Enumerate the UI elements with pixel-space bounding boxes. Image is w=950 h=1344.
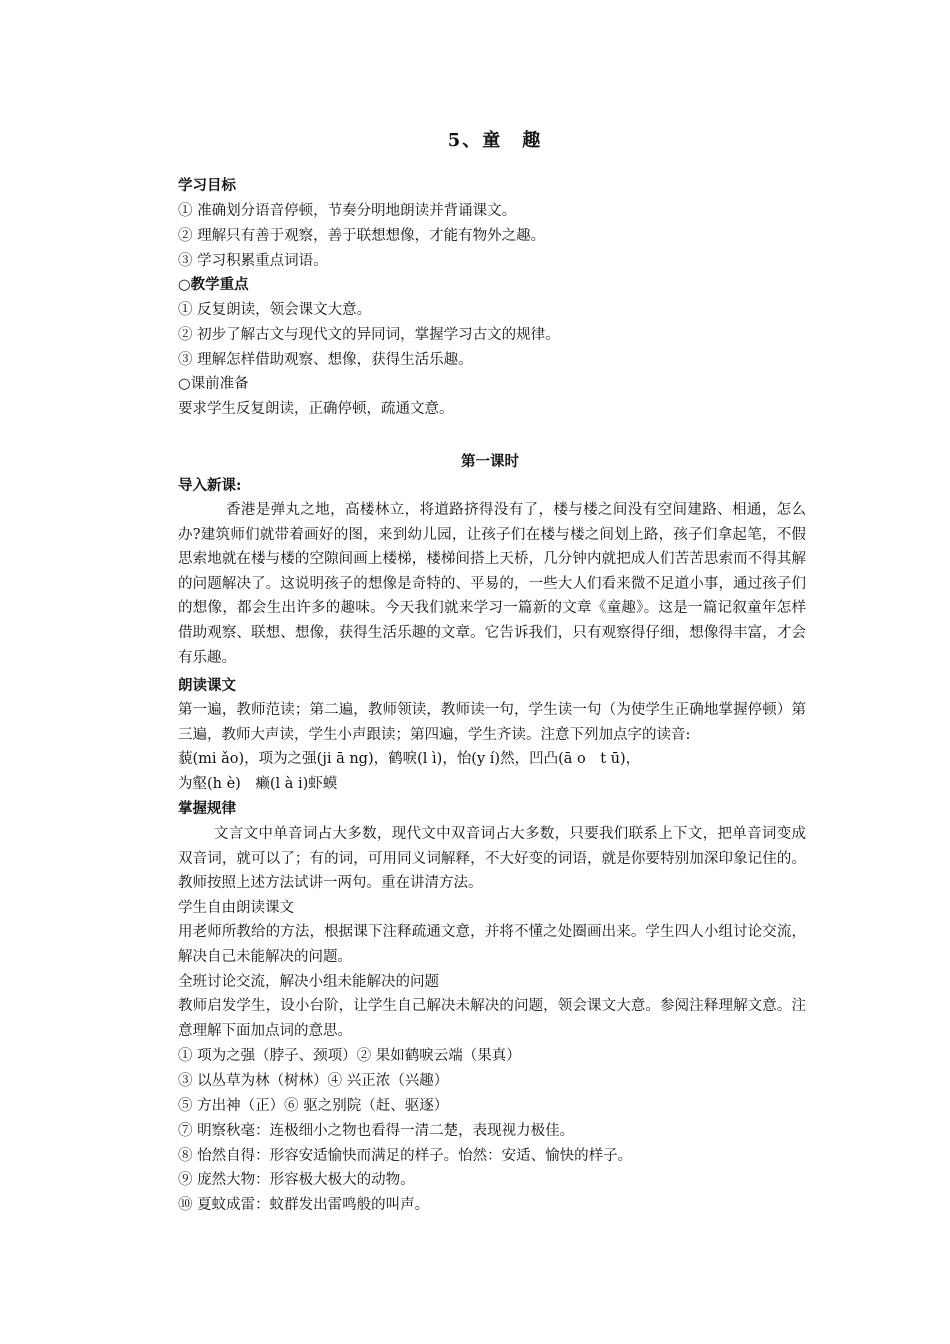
intro-paragraph: 香港是弹丸之地，高楼林立，将道路挤得没有了，楼与楼之间没有空间建路、相通，怎么办?建筑师们就带着画好的图，来到幼儿园，让孩子们在楼与楼之间划上路，孩子们拿起笔，不假思索地就在楼与楼的空隙间画上楼梯，楼梯间搭上天桥，几分钟内就把成人们苦苦思索而不得其解的问题解决了。这说明孩子的想像是奇特的、平易的，一些大人们看来微不足道小事，通过孩子们的想像，都会生出许多的趣味。今天我们就来学习一篇新的文章《童趣》。这是一篇记叙童年怎样借助观察、联想、想像，获得生活乐趣的文章。它告诉我们，只有观察得仔细，想像得丰富，才会有乐趣。 bbox=[178, 502, 806, 666]
preparation-text: 要求学生反复朗读，正确停顿，疏通文意。 bbox=[178, 401, 454, 417]
discuss-heading: 全班讨论交流，解决小组未能解决的问题 bbox=[178, 974, 439, 990]
rule-paragraph: 文言文中单音词占大多数，现代文中双音词占大多数，只要我们联系上下文，把单音词变成双音词，就可以了；有的词，可用同义词解释，不大好变的词语，就是你要特别加深印象记住的。教师按照上述方法试讲一两句。重在讲清方法。 bbox=[178, 826, 806, 892]
preparation-heading: ○课前准备 bbox=[178, 376, 249, 392]
vocab-item: ① 项为之强（脖子、颈项）② 果如鹤唳云端（果真） bbox=[178, 1048, 521, 1064]
goal-item: ② 理解只有善于观察，善于联想想像，才能有物外之趣。 bbox=[178, 228, 546, 244]
rule-heading: 掌握规律 bbox=[178, 800, 236, 817]
discuss-paragraph: 教师启发学生，设小台阶，让学生自己解决未解决的问题，领会课文大意。参阅注释理解文意。注意理解下面加点词的意思。 bbox=[178, 998, 806, 1039]
key-points-heading: ○教学重点 bbox=[178, 276, 249, 293]
pronunciation-line: 藐(mi ǎo)，项为之强(ji ā ng)，鹤唳(l ì)，怡(y í)然，凹凸(ā o t ū)， bbox=[178, 751, 641, 767]
goal-item: ① 准确划分语音停顿，节奏分明地朗读并背诵课文。 bbox=[178, 203, 517, 219]
intro-heading: 导入新课: bbox=[178, 477, 242, 494]
vocab-item: ⑨ 庞然大物：形容极大极大的动物。 bbox=[178, 1172, 415, 1188]
vocab-item: ⑧ 怡然自得：形容安适愉快而满足的样子。怡然：安适、愉快的样子。 bbox=[178, 1148, 633, 1164]
vocab-item: ⑤ 方出神（正）⑥ 驱之别院（赶、驱逐） bbox=[178, 1098, 449, 1114]
free-read-paragraph: 用老师所教给的方法，根据课下注释疏通文意，并将不懂之处圈画出来。学生四人小组讨论交流，解决自己未能解决的问题。 bbox=[178, 924, 806, 965]
pronunciation-line: 为壑(h è) 癞(l à i)虾蟆 bbox=[178, 776, 338, 792]
key-point-item: ① 反复朗读，领会课文大意。 bbox=[178, 302, 372, 318]
page-title: 5、童 趣 bbox=[447, 130, 543, 151]
key-point-item: ③ 理解怎样借助观察、想像，获得生活乐趣。 bbox=[178, 352, 473, 368]
goals-heading: 学习目标 bbox=[178, 177, 236, 194]
vocab-item: ⑦ 明察秋毫：连极细小之物也看得一清二楚，表现视力极佳。 bbox=[178, 1123, 575, 1139]
lesson-heading: 第一课时 bbox=[461, 453, 519, 470]
key-point-item: ② 初步了解古文与现代文的异同词，掌握学习古文的规律。 bbox=[178, 327, 560, 343]
goal-item: ③ 学习积累重点词语。 bbox=[178, 253, 328, 269]
free-read-heading: 学生自由朗读课文 bbox=[178, 900, 294, 916]
reading-paragraph: 第一遍，教师范读；第二遍，教师领读，教师读一句，学生读一句（为使学生正确地掌握停顿）第三遍，教师大声读，学生小声跟读；第四遍，学生齐读。注意下列加点字的读音: bbox=[178, 702, 806, 743]
vocab-item: ③ 以丛草为林（树林）④ 兴正浓（兴趣） bbox=[178, 1073, 449, 1089]
reading-heading: 朗读课文 bbox=[178, 677, 236, 694]
vocab-item: ⑩ 夏蚊成雷：蚊群发出雷鸣般的叫声。 bbox=[178, 1197, 430, 1213]
